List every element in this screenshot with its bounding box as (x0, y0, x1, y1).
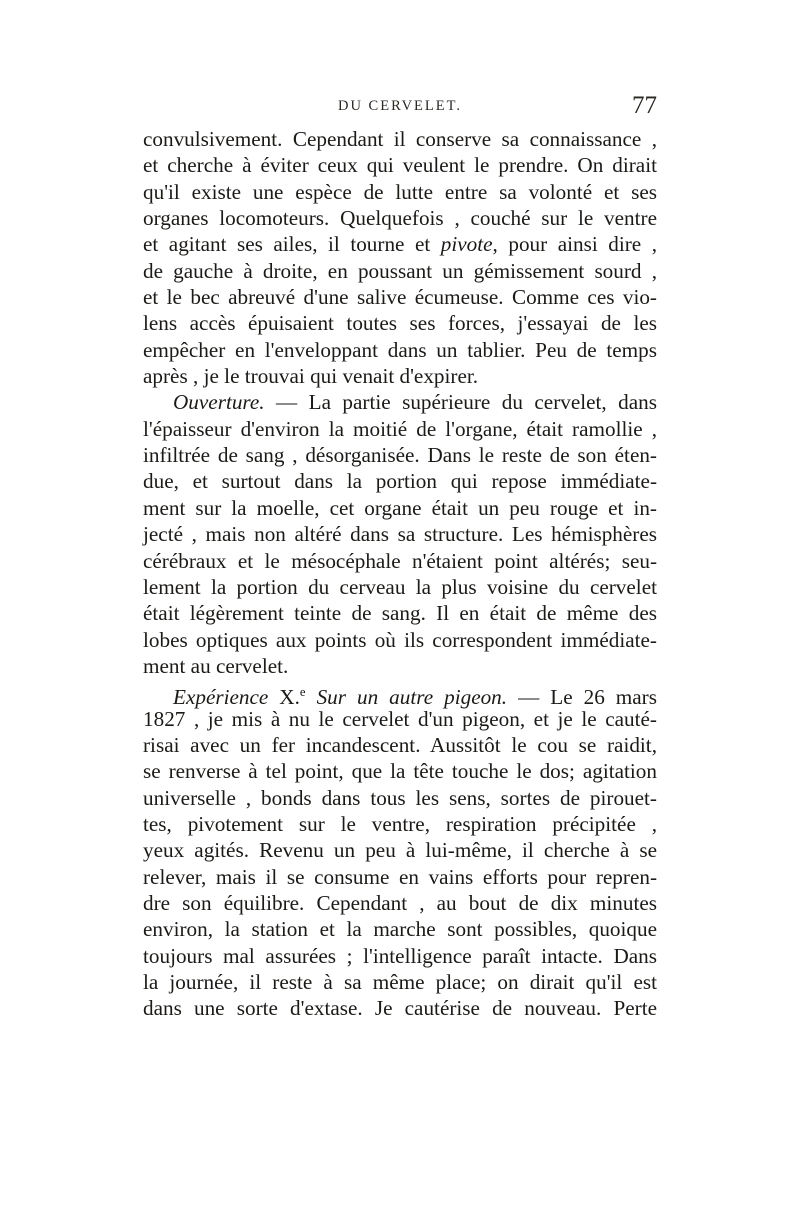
text-line (143, 916, 657, 942)
text-run: dans une sorte d'extase. Je cautérise de nouveau. Perte (143, 996, 657, 1021)
text-run: due, et surtout dans la portion qui repose immédiate- (143, 469, 657, 494)
text-line (143, 205, 657, 231)
text-line (143, 574, 657, 600)
ordinal-superscript: e (299, 685, 306, 700)
text-run: infiltrée de sang , désorganisée. Dans le reste de son éten- (143, 443, 657, 468)
text-run: universelle , bonds dans tous les sens, sortes de pirouet- (143, 785, 657, 810)
text-run: jecté , mais non altéré dans sa structure. Les hémisphères (143, 522, 657, 547)
text-run: , pour ainsi dire , (492, 232, 657, 257)
text-line (143, 995, 657, 1021)
text-run: après , je le trouvai qui venait d'expirer. (143, 364, 479, 389)
text-run: la journée, il reste à sa même place; on dirait qu'il est (143, 970, 657, 994)
text-line (143, 337, 657, 363)
text-run: lement la portion du cerveau la plus voisine du cervelet (143, 574, 657, 599)
text-run: de gauche à droite, en poussant un gémissement sourd , (143, 258, 657, 283)
page-number: 77 (632, 92, 657, 119)
text-run: organes locomoteurs. Quelquefois , couché sur le ventre (143, 206, 657, 231)
text-run: dre son équilibre. Cependant , au bout de dix minutes (143, 890, 657, 915)
italic-text: Expérience (173, 685, 269, 710)
text-run: X. (268, 685, 300, 710)
text-line (143, 284, 657, 310)
italic-text: Ouverture. (173, 390, 265, 415)
text-run: relever, mais il se consume en vains efforts pour repren- (143, 864, 657, 889)
text-line (143, 231, 657, 257)
text-line (143, 864, 657, 890)
text-run: ment au cervelet. (143, 653, 289, 678)
text-run: était légèrement teinte de sang. Il en était de même des (143, 601, 657, 626)
text-run: et cherche à éviter ceux qui veulent le prendre. On dirait (143, 153, 657, 178)
text-run: — La partie supérieure du cervelet, dans (264, 390, 657, 415)
text-run: empêcher en l'enveloppant dans un tablier. Peu de temps (143, 337, 657, 362)
text-line (143, 969, 657, 995)
text-line (143, 442, 657, 468)
text-line (143, 179, 657, 205)
text-run: lens accès épuisaient toutes ses forces, j'essayai de les (143, 311, 657, 336)
text-line (143, 732, 657, 758)
text-line (143, 706, 657, 732)
running-head: DU CERVELET. (337, 98, 463, 114)
text-line (143, 468, 657, 494)
text-run: environ, la station et la marche sont possibles, quoique (143, 917, 657, 942)
text-run: lobes optiques aux points où ils correspondent immédiate- (143, 627, 657, 652)
italic-text: pivote (440, 232, 493, 257)
text-run: cérébraux et le mésocéphale n'étaient point altérés; seu- (143, 548, 657, 573)
text-line (143, 627, 657, 653)
text-line (143, 521, 657, 547)
text-line (143, 890, 657, 916)
text-line (143, 152, 657, 178)
text-line (143, 495, 657, 521)
text-line (143, 310, 657, 336)
text-line (143, 600, 657, 626)
text-line (143, 548, 657, 574)
text-line (143, 363, 657, 389)
text-line (143, 811, 657, 837)
text-line (143, 416, 657, 442)
body-text (143, 126, 657, 1022)
text-run: toujours mal assurées ; l'intelligence paraît intacte. Dans (143, 943, 657, 968)
text-run: tes, pivotement sur le ventre, respiration précipitée , (143, 811, 657, 836)
text-run: ment sur la moelle, cet organe était un peu rouge et in- (143, 495, 657, 520)
text-run: et agitant ses ailes, il tourne et (143, 232, 441, 257)
text-run: et le bec abreuvé d'une salive écumeuse. Comme ces vio- (143, 285, 657, 310)
text-line (143, 785, 657, 811)
text-run: risai avec un fer incandescent. Aussitôt le cou se raidit, (143, 732, 657, 757)
text-run: l'épaisseur d'environ la moitié de l'organe, était ramollie , (143, 416, 657, 441)
italic-text: Sur un autre pigeon. (316, 685, 508, 710)
text-run: convulsivement. Cependant il conserve sa connaissance , (143, 127, 657, 151)
text-run: yeux agités. Revenu un peu à lui-même, il cherche à se (143, 838, 657, 863)
text-line (143, 258, 657, 284)
text-run: se renverse à tel point, que la tête touche le dos; agitation (143, 759, 657, 784)
page-header (143, 92, 657, 122)
text-line (143, 653, 657, 679)
text-line (143, 389, 657, 415)
text-run: 1827 , je mis à nu le cervelet d'un pigeon, et je le cauté- (143, 706, 657, 731)
text-line (143, 126, 657, 152)
text-run: — Le 26 mars (507, 685, 657, 710)
text-line (143, 943, 657, 969)
text-line (143, 837, 657, 863)
text-line (143, 758, 657, 784)
text-run: qu'il existe une espèce de lutte entre sa volonté et ses (143, 179, 657, 204)
text-line (143, 679, 657, 710)
